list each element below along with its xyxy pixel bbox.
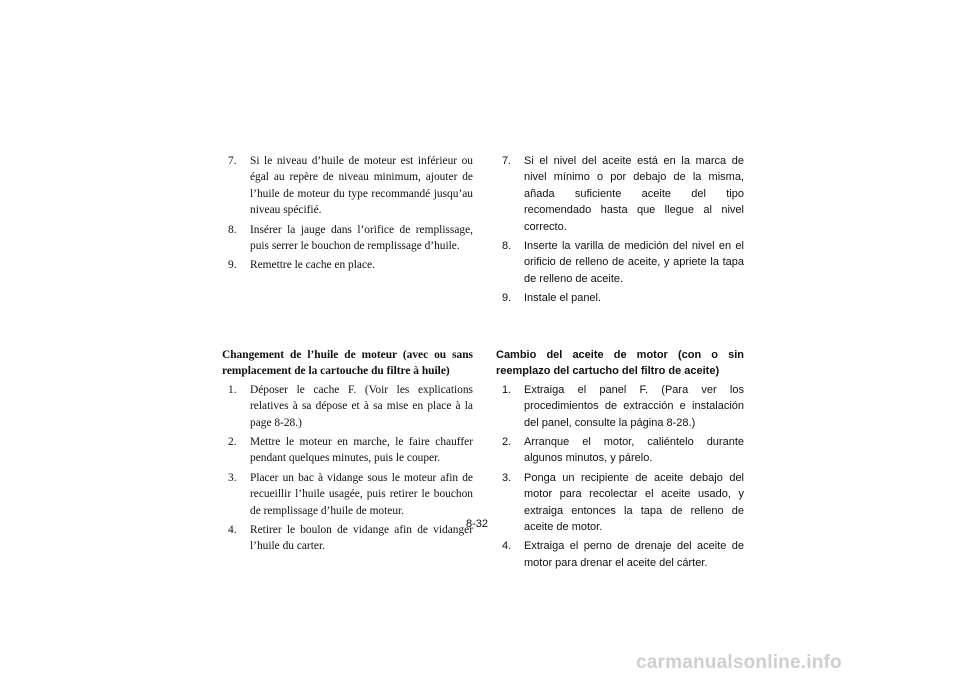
step-text: Instale el panel. <box>524 292 602 305</box>
list-item <box>228 153 473 219</box>
step-text: Si le niveau d’huile de moteur est inférieur ou égal au repère de niveau minimum, ajouter de l’huile de moteur du type recommandé jusqu’au niveau spécifié. <box>250 155 473 217</box>
step-text: Mettre le moteur en marche, le faire chauffer pendant quelques minutes, puis le couper. <box>250 436 473 465</box>
page-number: 8-32 <box>466 518 489 530</box>
step-number: 3. <box>228 471 237 484</box>
step-number: 1. <box>228 383 237 396</box>
list-item <box>228 222 473 255</box>
step-number: 1. <box>502 383 512 396</box>
step-text: Remettre le cache en place. <box>250 259 375 272</box>
step-number: 3. <box>502 471 512 484</box>
step-text: Extraiga el panel F. (Para ver los procedimientos de extracción e instalación del panel, consulte la página 8-28.) <box>524 383 744 429</box>
list-item <box>502 290 744 306</box>
french-top-column <box>228 153 473 277</box>
list-item <box>502 470 744 536</box>
list-item <box>228 382 473 431</box>
step-text: Inserte la varilla de medición del nivel en el orificio de relleno de aceite, y apriete la tapa de relleno de aceite. <box>524 240 744 285</box>
section-heading: Changement de l’huile de moteur (avec ou sans remplacement de la cartouche du filtre à huile) <box>222 349 473 378</box>
step-text: Ponga un recipiente de aceite debajo del motor para recolectar el aceite usado, y extraiga entonces la tapa de relleno de aceite de motor. <box>524 471 744 534</box>
french-bottom-column <box>222 347 473 558</box>
list-item <box>228 257 473 273</box>
list-item <box>502 538 744 571</box>
watermark: carmanualsonline.info <box>636 652 842 673</box>
list-item <box>228 434 473 467</box>
spanish-step-list-bottom <box>496 382 744 571</box>
step-number: 2. <box>502 436 512 449</box>
list-item <box>502 153 744 235</box>
list-item <box>228 522 473 555</box>
step-text: Arranque el motor, caliéntelo durante algunos minutos, y párelo. <box>524 436 744 465</box>
list-item <box>502 434 744 467</box>
french-step-list-top <box>228 153 473 274</box>
step-number: 9. <box>502 292 512 305</box>
step-number: 7. <box>502 155 512 167</box>
step-number: 7. <box>228 155 237 167</box>
step-number: 4. <box>228 524 237 537</box>
section-heading: Cambio del aceite de motor (con o sin reemplazo del cartucho del filtro de aceite) <box>496 349 744 378</box>
step-number: 8. <box>502 240 512 253</box>
step-text: Insérer la jauge dans l’orifice de remplissage, puis serrer le bouchon de remplissage d’huile. <box>250 223 473 253</box>
step-number: 9. <box>228 259 237 272</box>
french-step-list-bottom <box>222 382 473 555</box>
step-text: Extraiga el perno de drenaje del aceite de motor para drenar el aceite del cárter. <box>524 540 744 569</box>
step-number: 4. <box>502 540 512 553</box>
list-item <box>502 382 744 431</box>
step-text: Placer un bac à vidange sous le moteur afin de recueillir l’huile usagée, puis retirer le bouchon de remplissage d’huile de moteur. <box>250 471 473 517</box>
spanish-top-column <box>502 153 744 310</box>
step-text: Déposer le cache F. (Voir les explications relatives à sa dépose et à sa mise en place à la page 8-28.) <box>250 383 473 429</box>
list-item <box>228 470 473 519</box>
spanish-bottom-column <box>496 347 744 574</box>
step-text: Si el nivel del aceite está en la marca de nivel mínimo o por debajo de la misma, añada suficiente aceite del tipo recomendado hasta que llegue al nivel correcto. <box>524 155 744 233</box>
step-number: 8. <box>228 223 237 236</box>
list-item <box>502 238 744 287</box>
step-number: 2. <box>228 436 237 449</box>
spanish-step-list-top <box>502 153 744 307</box>
step-text: Retirer le boulon de vidange afin de vidanger l’huile du carter. <box>250 524 473 553</box>
